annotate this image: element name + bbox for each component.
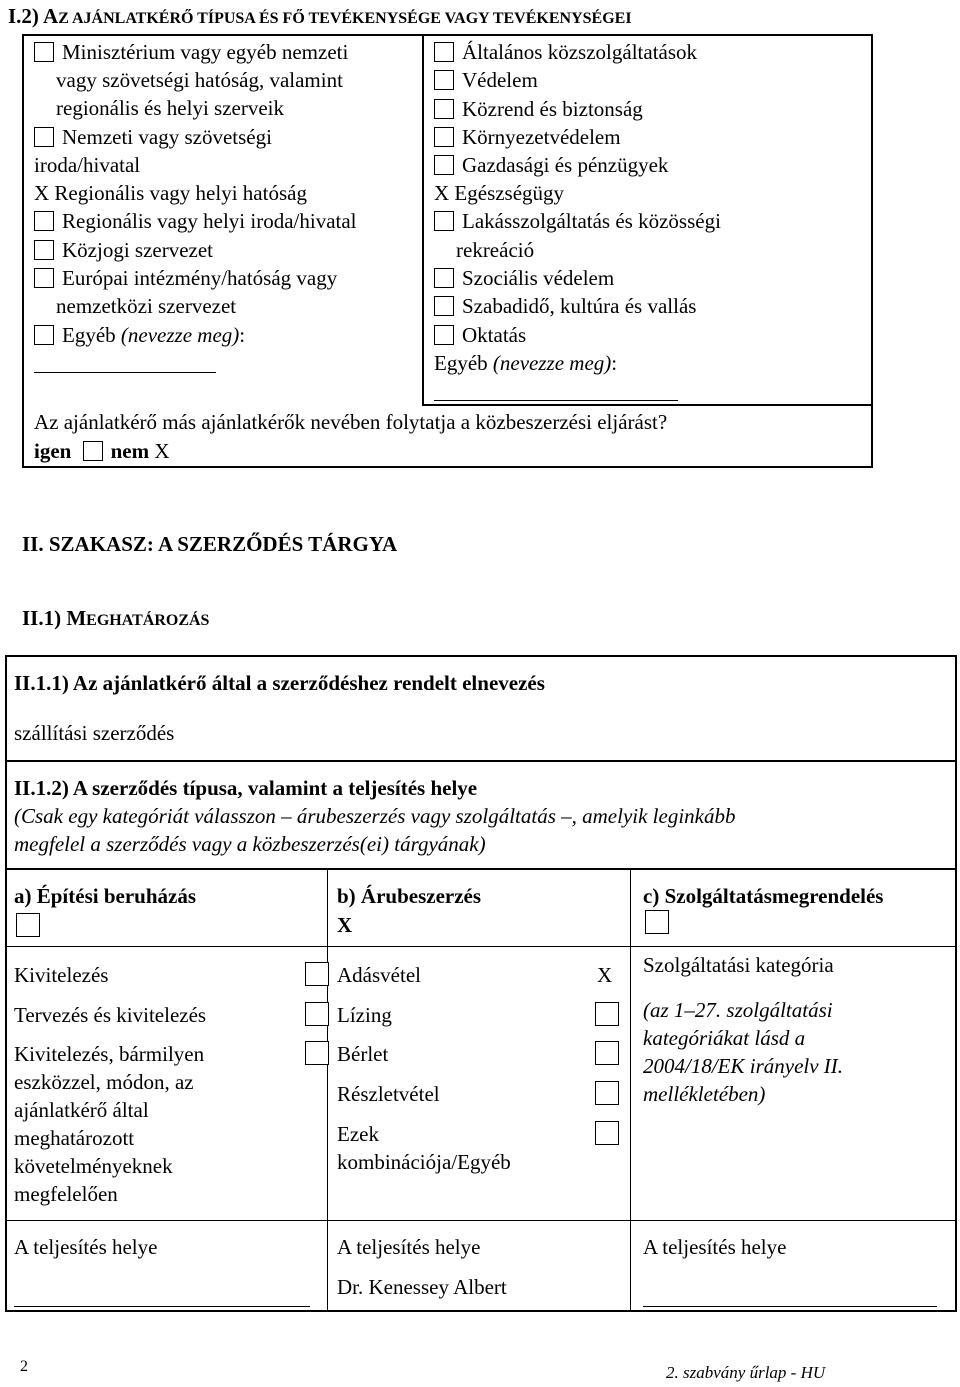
- column-divider: [422, 34, 424, 406]
- lizing-checkbox[interactable]: [595, 1002, 627, 1029]
- kivitelezes-checkbox[interactable]: [305, 962, 337, 989]
- right-bottom-divider: [422, 404, 873, 406]
- col-a-barmilyen-line: követelményeknek: [14, 1154, 173, 1178]
- tervezes-checkbox[interactable]: [305, 1002, 337, 1029]
- ii12-divider: [5, 868, 957, 870]
- col-c-checkbox[interactable]: [645, 910, 677, 937]
- option-vedelem[interactable]: Védelem: [434, 66, 538, 94]
- checkbox-icon[interactable]: [595, 1081, 619, 1105]
- col-a-barmilyen-line: Kivitelezés, bármilyen: [14, 1042, 205, 1066]
- option-nemzeti[interactable]: Nemzeti vagy szövetségi: [34, 123, 272, 151]
- col-b-reszlet: Részletvétel: [337, 1082, 440, 1106]
- checkbox-icon[interactable]: [34, 268, 54, 288]
- adasvetel-mark[interactable]: X: [597, 963, 613, 987]
- checkbox-icon[interactable]: [34, 127, 54, 147]
- option-ministerium-line3: regionális és helyi szerveik: [56, 96, 285, 120]
- igen-nem-row: igen nem X: [34, 439, 170, 463]
- checkbox-icon[interactable]: [34, 240, 54, 260]
- checkbox-icon[interactable]: [434, 99, 454, 119]
- col-a-tervezes: Tervezés és kivitelezés: [14, 1003, 207, 1027]
- col-a-kivitelezes: Kivitelezés: [14, 963, 109, 987]
- page-number: 2: [20, 1358, 28, 1375]
- option-lakas[interactable]: Lakásszolgáltatás és közösségi: [434, 207, 721, 235]
- option-altalanos[interactable]: Általános közszolgáltatások: [434, 38, 697, 66]
- option-egyeb-right: Egyéb (nevezze meg):: [434, 351, 618, 375]
- col-c-kategoria: Szolgáltatási kategória: [643, 953, 834, 977]
- checkbox-icon[interactable]: [434, 325, 454, 345]
- table-col-divider-1: [327, 868, 328, 1312]
- checkbox-icon[interactable]: [645, 910, 669, 934]
- berlet-checkbox[interactable]: [595, 1041, 627, 1068]
- col-c-heading: c) Szolgáltatásmegrendelés: [643, 884, 884, 908]
- ezek-checkbox[interactable]: [595, 1121, 627, 1148]
- checkbox-icon[interactable]: [434, 268, 454, 288]
- option-kornyezet[interactable]: Környezetvédelem: [434, 123, 621, 151]
- checkbox-icon[interactable]: [434, 42, 454, 62]
- col-b-heading: b) Árubeszerzés: [337, 884, 482, 908]
- checkbox-icon[interactable]: [305, 962, 329, 986]
- col-a-place-label: A teljesítés helye: [14, 1235, 158, 1259]
- egyeb-left-fill-line[interactable]: [34, 372, 216, 373]
- checkbox-icon[interactable]: [434, 296, 454, 316]
- checkbox-icon[interactable]: [16, 913, 40, 937]
- checkbox-icon[interactable]: [595, 1041, 619, 1065]
- checkbox-icon[interactable]: [434, 211, 454, 231]
- table-heading-divider: [5, 946, 957, 947]
- option-nemzeti-line2: iroda/hivatal: [34, 153, 141, 177]
- section-ii1-frame: [5, 655, 957, 1312]
- reszlet-checkbox[interactable]: [595, 1081, 627, 1108]
- question-text: Az ajánlatkérő más ajánlatkérők nevében folytatja a közbeszerzési eljárást?: [34, 410, 668, 434]
- col-b-berlet: Bérlet: [337, 1042, 389, 1066]
- col-a-checkbox[interactable]: [16, 913, 48, 940]
- col-c-note-line: kategóriákat lásd a: [643, 1026, 806, 1050]
- table-col-divider-2: [630, 868, 631, 1312]
- ii11-value: szállítási szerződés: [14, 721, 175, 745]
- option-ministerium-line2: vagy szövetségi hatóság, valamint: [56, 68, 343, 92]
- col-b-adasvetel: Adásvétel: [337, 963, 421, 987]
- ii11-title: II.1.1) Az ajánlatkérő által a szerződéshez rendelt elnevezés: [14, 671, 545, 695]
- option-kozjogi[interactable]: Közjogi szervezet: [34, 236, 213, 264]
- barmilyen-checkbox[interactable]: [305, 1041, 337, 1068]
- col-a-place-fill-line[interactable]: [14, 1306, 310, 1307]
- checkbox-icon[interactable]: [305, 1002, 329, 1026]
- egyeb-right-fill-line[interactable]: [434, 400, 678, 401]
- col-a-barmilyen-line: ajánlatkérő által: [14, 1098, 149, 1122]
- option-kozrend[interactable]: Közrend és biztonság: [434, 95, 643, 123]
- option-europai-line2: nemzetközi szervezet: [56, 294, 237, 318]
- option-lakas-line2: rekreáció: [456, 238, 535, 262]
- col-c-place-label: A teljesítés helye: [643, 1235, 787, 1259]
- ii12-note-line2: megfelel a szerződés vagy a közbeszerzés(ei) tárgyának): [14, 832, 486, 856]
- option-regionalis-iroda[interactable]: Regionális vagy helyi iroda/hivatal: [34, 207, 357, 235]
- ii12-note-line1: (Csak egy kategóriát válasszon – árubeszerzés vagy szolgáltatás –, amelyik leginkább: [14, 804, 736, 828]
- col-b-ezek-line2: kombinációja/Egyéb: [337, 1150, 511, 1174]
- checkbox-icon[interactable]: [34, 325, 54, 345]
- section-ii1-title: II.1) MEGHATÁROZÁS: [22, 606, 210, 630]
- section-heading-i2: I.2) AZ AJÁNLATKÉRŐ TÍPUSA ÉS FŐ TEVÉKENYSÉGE VAGY TEVÉKENYSÉGEI: [8, 4, 632, 28]
- option-europai[interactable]: Európai intézmény/hatóság vagy: [34, 264, 337, 292]
- col-a-heading: a) Építési beruházás: [14, 884, 197, 908]
- checkbox-icon[interactable]: [595, 1002, 619, 1026]
- col-b-lizing: Lízing: [337, 1003, 392, 1027]
- option-szocialis[interactable]: Szociális védelem: [434, 264, 614, 292]
- option-gazdasagi[interactable]: Gazdasági és pénzügyek: [434, 151, 668, 179]
- col-c-note-line: (az 1–27. szolgáltatási: [643, 998, 833, 1022]
- option-szabadido[interactable]: Szabadidő, kultúra és vallás: [434, 292, 696, 320]
- checkbox-icon[interactable]: [34, 42, 54, 62]
- ii11-divider: [5, 760, 957, 762]
- col-b-place-value: Dr. Kenessey Albert: [337, 1275, 507, 1299]
- checkbox-icon[interactable]: [595, 1121, 619, 1145]
- col-c-note-line: 2004/18/EK irányelv II.: [643, 1054, 844, 1078]
- col-c-place-fill-line[interactable]: [643, 1306, 937, 1307]
- col-a-barmilyen-line: eszközzel, módon, az: [14, 1070, 194, 1094]
- form-name: 2. szabvány űrlap - HU: [666, 1363, 826, 1382]
- option-ministerium[interactable]: Minisztérium vagy egyéb nemzeti: [34, 38, 348, 66]
- option-egeszseg[interactable]: X Egészségügy: [434, 181, 565, 205]
- igen-checkbox[interactable]: [83, 441, 103, 461]
- option-regionalis-hatosag[interactable]: X Regionális vagy helyi hatóság: [34, 181, 307, 205]
- col-a-barmilyen-line: megfelelően: [14, 1182, 118, 1206]
- ii12-title: II.1.2) A szerződés típusa, valamint a teljesítés helye: [14, 776, 478, 800]
- col-b-place-label: A teljesítés helye: [337, 1235, 481, 1259]
- option-egyeb-left[interactable]: Egyéb (nevezze meg):: [34, 321, 245, 349]
- section-ii-title: II. SZAKASZ: A SZERZŐDÉS TÁRGYA: [22, 532, 398, 556]
- checkbox-icon[interactable]: [434, 127, 454, 147]
- checkbox-icon[interactable]: [34, 211, 54, 231]
- col-a-barmilyen-line: meghatározott: [14, 1126, 135, 1150]
- checkbox-icon[interactable]: [434, 155, 454, 175]
- checkbox-icon[interactable]: [305, 1041, 329, 1065]
- col-c-note-line: mellékletében): [643, 1082, 766, 1106]
- option-oktatas[interactable]: Oktatás: [434, 321, 526, 349]
- col-c-note: [643, 996, 843, 1108]
- col-b-heading-mark: X: [337, 913, 353, 937]
- col-a-barmilyen: [14, 1040, 204, 1208]
- checkbox-icon[interactable]: [434, 70, 454, 90]
- table-place-divider: [5, 1220, 957, 1221]
- col-b-ezek-line1: Ezek: [337, 1122, 379, 1146]
